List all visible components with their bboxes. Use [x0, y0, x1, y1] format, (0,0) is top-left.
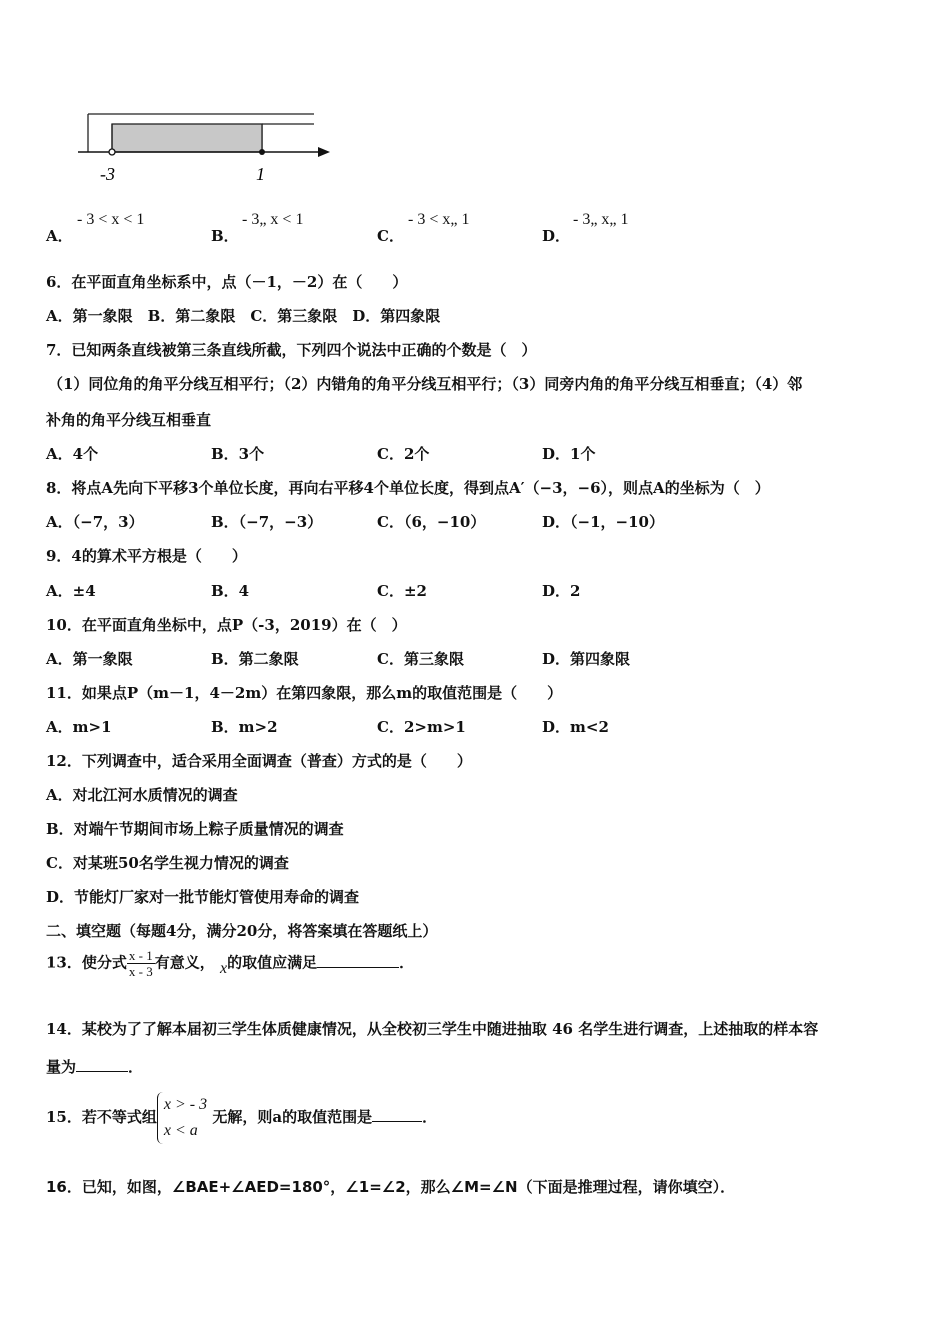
q9-stem: 9．4的算术平方根是（ ）	[46, 547, 247, 565]
section-2-title: 二、填空题（每题4分，满分20分，将答案填在答题纸上）	[46, 922, 438, 940]
q12-option-a: A．对北江河水质情况的调查	[46, 786, 238, 804]
q13-answer-blank	[317, 953, 399, 968]
q14-line1: 14．某校为了了解本届初三学生体质健康情况，从全校初三学生中随进抽取 46 名学生进行调查，上述抽取的样本容	[46, 1020, 819, 1038]
q12-stem: 12．下列调查中，适合采用全面调查（普查）方式的是（ ）	[46, 752, 472, 770]
q7-statement-line2: 补角的角平分线互相垂直	[46, 411, 212, 429]
q5-option-d-expr: - 3„ x„ 1	[573, 211, 629, 228]
q15-line: 15．若不等式组 x > - 3 x < a 无解，则a的取值范围是 ．	[46, 1092, 437, 1144]
q7-option-d: D．1个	[542, 445, 596, 463]
q5-option-d: D．	[542, 227, 571, 245]
q5-option-c-expr: - 3 < x„ 1	[408, 211, 470, 228]
q11-option-b: B．m>2	[211, 718, 278, 736]
q9-option-d: D．2	[542, 582, 581, 600]
q5-option-b-expr: - 3„ x < 1	[242, 211, 304, 228]
q7-statement-line1: （1）同位角的角平分线互相平行；（2）内错角的角平分线互相平行；（3）同旁内角的角平分线互相垂直；（4）邻	[48, 375, 803, 393]
q11-option-d: D．m<2	[542, 718, 609, 736]
q11-option-c: C．2>m>1	[377, 718, 466, 736]
q6-stem: 6．在平面直角坐标系中，点（－1，－2）在（ ）	[46, 273, 408, 291]
q7-option-a: A．4个	[46, 445, 99, 463]
q5-option-b: B．	[211, 227, 239, 245]
q12-option-b: B．对端午节期间市场上粽子质量情况的调查	[46, 820, 344, 838]
q8-option-a: A．（−7，3）	[46, 513, 144, 531]
q11-stem: 11．如果点P（m－1，4－2m）在第四象限，那么m的取值范围是（ ）	[46, 684, 563, 702]
q8-option-b: B．（−7，−3）	[211, 513, 323, 531]
q6-options: A．第一象限 B．第二象限 C．第三象限 D．第四象限	[46, 307, 441, 325]
q10-option-b: B．第二象限	[211, 650, 299, 668]
numberline-left-label: -3	[100, 164, 115, 184]
q10-option-d: D．第四象限	[542, 650, 631, 668]
q13-fraction: $\frac{x - 1}{x - 3}$	[128, 948, 153, 979]
q14-answer-blank	[76, 1057, 128, 1072]
q7-option-b: B．3个	[211, 445, 265, 463]
q12-option-c: C．对某班50名学生视力情况的调查	[46, 854, 289, 872]
q10-stem: 10．在平面直角坐标中，点P（-3，2019）在（ ）	[46, 616, 407, 634]
numberline-right-label: 1	[256, 164, 265, 184]
q5-option-a-expr: - 3 < x < 1	[77, 211, 145, 228]
q14-line2: 量为 ．	[46, 1058, 144, 1076]
number-line-figure	[70, 100, 350, 190]
q10-option-c: C．第三象限	[377, 650, 464, 668]
q8-option-c: C．（6，−10）	[377, 513, 486, 531]
q9-option-c: C．±2	[377, 582, 427, 600]
q16-stem: 16．已知，如图，∠BAE+∠AED=180°，∠1=∠2，那么∠M=∠N（下面是推理过程，请你填空）．	[46, 1178, 736, 1196]
q8-stem: 8．将点A先向下平移3个单位长度，再向右平移4个单位长度，得到点A′（−3，−6），则点A的坐标为（ ）	[46, 479, 770, 497]
q9-option-a: A．±4	[46, 582, 96, 600]
q5-option-c: C．	[377, 227, 404, 245]
q9-option-b: B．4	[211, 582, 250, 600]
q8-option-d: D．（−1，−10）	[542, 513, 664, 531]
q7-option-c: C．2个	[377, 445, 430, 463]
q15-answer-blank	[372, 1107, 422, 1122]
q10-option-a: A．第一象限	[46, 650, 133, 668]
q15-inequality-system: x > - 3 x < a	[157, 1092, 207, 1144]
q7-stem: 7．已知两条直线被第三条直线所截，下列四个说法中正确的个数是（ ）	[46, 341, 537, 359]
q5-option-a: A．	[46, 227, 73, 245]
q11-option-a: A．m>1	[46, 718, 112, 736]
q12-option-d: D．节能灯厂家对一批节能灯管使用寿命的调查	[46, 888, 360, 906]
q13-line: 13．使分式 $\frac{x - 1}{x - 3}$ 有意义， x的取值应满足 ．	[46, 948, 415, 979]
